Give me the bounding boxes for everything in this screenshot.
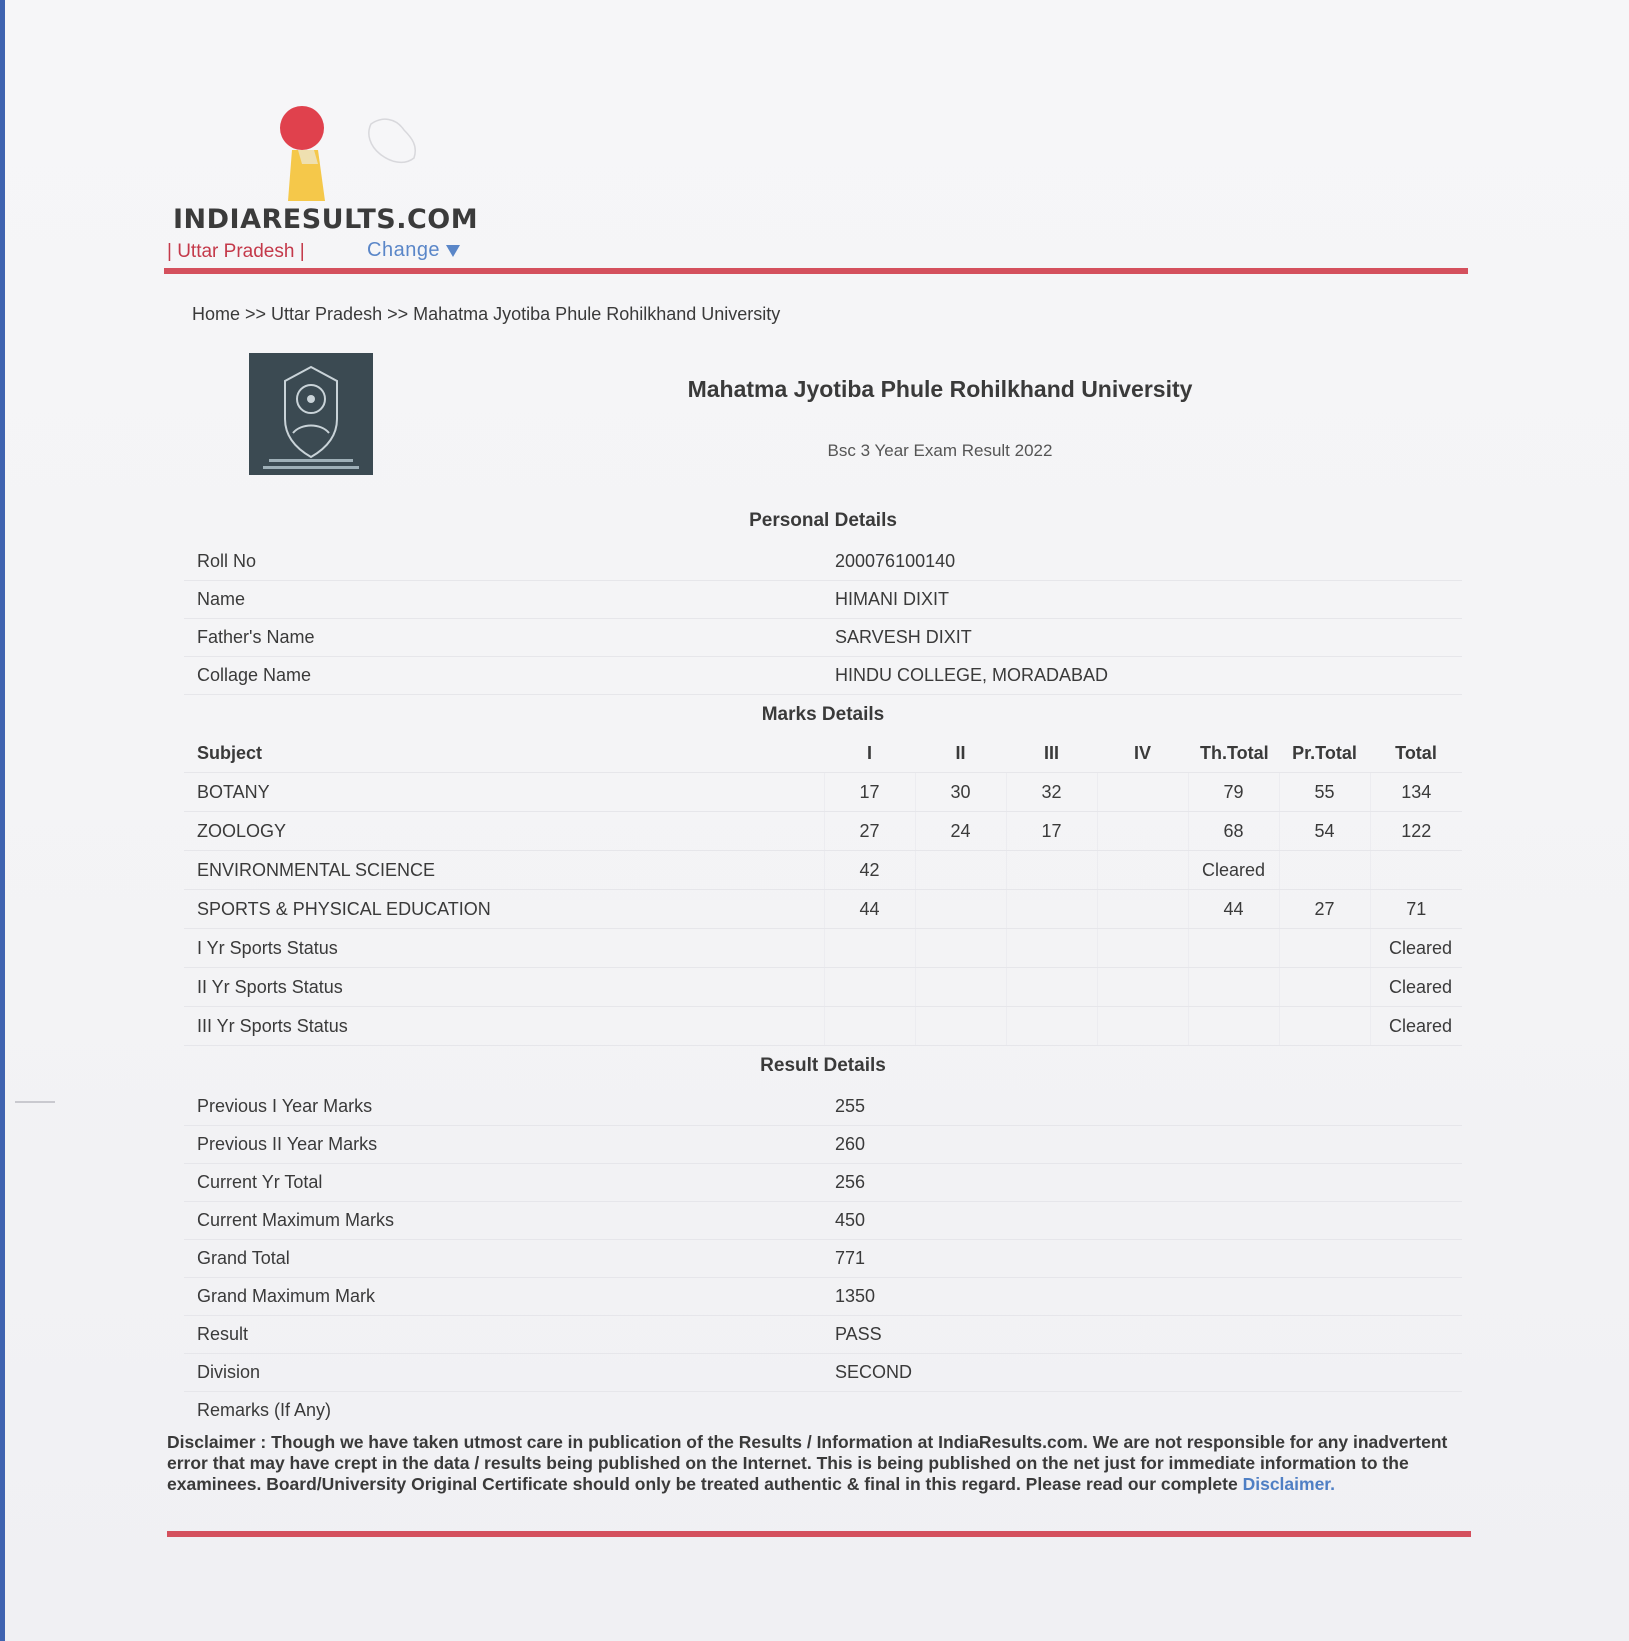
- sports-status-row: [184, 1007, 1462, 1046]
- father-name-label: Father's Name: [184, 619, 823, 657]
- table-row: [184, 1202, 1462, 1240]
- result-value: PASS: [823, 1316, 1462, 1354]
- sports-status-value: Cleared: [1370, 968, 1462, 1007]
- mark-cell: [1097, 851, 1188, 890]
- mark-cell: 68: [1188, 812, 1279, 851]
- mark-cell: [1006, 851, 1097, 890]
- column-header: Pr.Total: [1279, 734, 1370, 773]
- subject-cell: BOTANY: [184, 773, 824, 812]
- mark-cell: [1279, 851, 1370, 890]
- result-label: Grand Maximum Mark: [184, 1278, 823, 1316]
- result-value: 255: [823, 1088, 1462, 1126]
- table-row: [184, 812, 1462, 851]
- mark-cell: 17: [1006, 812, 1097, 851]
- father-name-value: SARVESH DIXIT: [823, 619, 1462, 657]
- breadcrumb[interactable]: Home >> Uttar Pradesh >> Mahatma Jyotiba Phule Rohilkhand University: [192, 304, 781, 324]
- marks-table: [184, 734, 1462, 1046]
- column-header: I: [824, 734, 915, 773]
- mark-cell: [1097, 812, 1188, 851]
- result-details-heading: Result Details: [760, 1055, 886, 1076]
- subject-cell: ZOOLOGY: [184, 812, 824, 851]
- mark-cell: [1370, 851, 1462, 890]
- mark-cell: 54: [1279, 812, 1370, 851]
- sports-status-label: II Yr Sports Status: [184, 968, 824, 1007]
- table-row: [184, 890, 1462, 929]
- result-label: Previous II Year Marks: [184, 1126, 823, 1164]
- disclaimer-text: Disclaimer : Though we have taken utmost care in publication of the Results / Information at IndiaResults.com. We are not responsible for any inadvertent error that may have crept in the data / results being published on the Internet. This is being published on the net just for immediate information to the examinees. Board/University Original Certificate should only be treated authentic & final in this regard. Please read our complete: [167, 1432, 1448, 1494]
- disclaimer-link[interactable]: Disclaimer.: [1242, 1474, 1336, 1494]
- result-value: 771: [823, 1240, 1462, 1278]
- table-row: [184, 581, 1462, 619]
- table-row: [184, 543, 1462, 581]
- column-header: Total: [1370, 734, 1462, 773]
- table-row: [184, 1126, 1462, 1164]
- table-row: [184, 1354, 1462, 1392]
- university-title: Mahatma Jyotiba Phule Rohilkhand University: [687, 376, 1193, 402]
- sports-status-label: III Yr Sports Status: [184, 1007, 824, 1046]
- result-value: [823, 1392, 1462, 1430]
- roll-no-label: Roll No: [184, 543, 823, 581]
- mark-cell: 32: [1006, 773, 1097, 812]
- sports-status-value: Cleared: [1370, 929, 1462, 968]
- scan-smudge: [15, 1101, 55, 1103]
- table-row: [184, 1316, 1462, 1354]
- personal-details-heading: Personal Details: [749, 510, 897, 531]
- result-value: 450: [823, 1202, 1462, 1240]
- result-label: Remarks (If Any): [197, 1400, 332, 1420]
- result-value: 260: [823, 1126, 1462, 1164]
- result-details-table: [184, 1088, 1462, 1429]
- mark-cell: [1006, 890, 1097, 929]
- mark-cell: 30: [915, 773, 1006, 812]
- dropdown-triangle-icon: [446, 245, 460, 257]
- change-state-button[interactable]: [367, 239, 460, 262]
- result-label: Current Yr Total: [184, 1164, 823, 1202]
- mark-cell: 17: [824, 773, 915, 812]
- table-row: [184, 1240, 1462, 1278]
- table-header-row: [184, 734, 1462, 773]
- mark-cell: [915, 890, 1006, 929]
- result-label: Grand Total: [184, 1240, 823, 1278]
- college-name-label: Collage Name: [184, 657, 823, 695]
- result-value: 1350: [823, 1278, 1462, 1316]
- table-row: [184, 1164, 1462, 1202]
- column-header: IV: [1097, 734, 1188, 773]
- state-label: | Uttar Pradesh |: [167, 241, 305, 262]
- mark-cell: 44: [824, 890, 915, 929]
- table-row: [184, 657, 1462, 695]
- mark-cell: 24: [915, 812, 1006, 851]
- change-label: Change: [367, 239, 441, 261]
- mark-cell: 27: [824, 812, 915, 851]
- sports-status-label: I Yr Sports Status: [184, 929, 824, 968]
- sports-status-row: [184, 929, 1462, 968]
- mark-cell: [915, 851, 1006, 890]
- column-header: II: [915, 734, 1006, 773]
- mark-cell: [1097, 890, 1188, 929]
- column-header: Subject: [184, 734, 824, 773]
- mark-cell: 42: [824, 851, 915, 890]
- mark-cell: 44: [1188, 890, 1279, 929]
- result-label: Division: [184, 1354, 823, 1392]
- table-row: [184, 1088, 1462, 1126]
- mark-cell: 79: [1188, 773, 1279, 812]
- mark-cell: 134: [1370, 773, 1462, 812]
- mark-cell: 71: [1370, 890, 1462, 929]
- mark-cell: [1097, 773, 1188, 812]
- column-header: III: [1006, 734, 1097, 773]
- subject-cell: ENVIRONMENTAL SCIENCE: [184, 851, 824, 890]
- subject-cell: SPORTS & PHYSICAL EDUCATION: [184, 890, 824, 929]
- mark-cell: 27: [1279, 890, 1370, 929]
- footer-rule: [167, 1531, 1471, 1537]
- disclaimer: [167, 1432, 1477, 1495]
- brand-wordmark: INDIARESULTS.COM: [173, 204, 479, 235]
- result-value: 256: [823, 1164, 1462, 1202]
- name-value: HIMANI DIXIT: [823, 581, 1462, 619]
- result-label: Result: [184, 1316, 823, 1354]
- college-name-value: HINDU COLLEGE, MORADABAD: [823, 657, 1462, 695]
- result-label: Current Maximum Marks: [184, 1202, 823, 1240]
- table-row: [184, 851, 1462, 890]
- result-label: Previous I Year Marks: [184, 1088, 823, 1126]
- name-label: Name: [184, 581, 823, 619]
- marks-details-heading: Marks Details: [761, 704, 885, 725]
- roll-no-value: 200076100140: [823, 543, 1462, 581]
- university-crest-icon: [249, 353, 373, 475]
- mark-cell: 55: [1279, 773, 1370, 812]
- exam-title: Bsc 3 Year Exam Result 2022: [827, 441, 1053, 460]
- sports-status-value: Cleared: [1370, 1007, 1462, 1046]
- mark-cell: 122: [1370, 812, 1462, 851]
- personal-details-table: [184, 543, 1462, 695]
- sports-status-row: [184, 968, 1462, 1007]
- table-row: [184, 619, 1462, 657]
- table-row: [184, 773, 1462, 812]
- column-header: Th.Total: [1188, 734, 1279, 773]
- logo-icon: [168, 104, 468, 204]
- table-row: [184, 1278, 1462, 1316]
- result-value: SECOND: [823, 1354, 1462, 1392]
- table-row: [184, 1392, 1462, 1430]
- header-rule: [164, 268, 1468, 274]
- mark-cell: Cleared: [1188, 851, 1279, 890]
